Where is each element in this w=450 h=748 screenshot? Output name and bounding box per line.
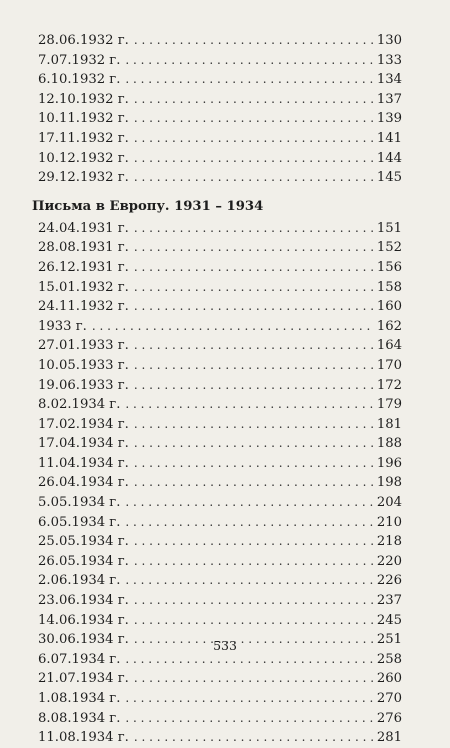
- entry-page-number: 133: [376, 52, 402, 68]
- toc-entry: [38, 709, 402, 729]
- entry-page-number: 237: [376, 593, 402, 609]
- entry-page-number: 181: [376, 416, 402, 432]
- entry-date: 26.12.1931 г.: [38, 259, 129, 275]
- entry-date: 10.05.1933 г.: [38, 357, 129, 373]
- entry-date: 6.10.1932 г.: [38, 72, 121, 88]
- entry-page-number: 139: [376, 111, 402, 127]
- entry-page-number: 270: [376, 691, 402, 706]
- toc-entry: [38, 356, 402, 376]
- entry-date: 26.04.1934 г.: [38, 475, 129, 491]
- entry-date: 11.04.1934 г.: [38, 455, 129, 471]
- entry-page-number: 151: [376, 220, 402, 236]
- entry-page-number: 145: [376, 170, 402, 186]
- entry-page-number: 160: [376, 299, 402, 315]
- dot-leader: [125, 689, 373, 709]
- toc-entry: [38, 591, 402, 611]
- toc-entry: [38, 513, 402, 533]
- entry-page-number: 156: [376, 259, 402, 275]
- toc-group-1: [38, 31, 402, 188]
- dot-leader: [134, 356, 374, 376]
- dot-leader: [134, 728, 374, 748]
- toc-entry: [38, 493, 402, 513]
- entry-date: 19.06.1933 г.: [38, 377, 129, 393]
- dot-leader: [134, 31, 374, 51]
- dot-leader: [92, 317, 374, 337]
- page-number: 533: [213, 638, 237, 653]
- toc-entry: [38, 238, 402, 258]
- entry-page-number: 245: [376, 612, 402, 628]
- entry-page-number: 179: [376, 397, 402, 413]
- toc-entry: [38, 317, 402, 337]
- dot-leader: [134, 109, 374, 129]
- entry-page-number: 196: [376, 455, 402, 471]
- entry-date: 15.01.1932 г.: [38, 279, 129, 295]
- entry-page-number: 198: [376, 475, 402, 491]
- toc-entry: [38, 278, 402, 298]
- dot-leader: [134, 473, 374, 493]
- toc-entry: [38, 109, 402, 129]
- entry-date: 7.07.1932 г.: [38, 52, 121, 68]
- toc-entry: [38, 571, 402, 591]
- toc-entry: [38, 669, 402, 689]
- entry-date: 24.11.1932 г.: [38, 299, 129, 315]
- entry-date: 6.05.1934 г.: [38, 514, 121, 530]
- dot-leader: [134, 376, 374, 396]
- entry-date: 17.02.1934 г.: [38, 416, 129, 432]
- toc-entry: [38, 70, 402, 90]
- toc-entry: [38, 168, 402, 188]
- dot-leader: [125, 395, 373, 415]
- entry-page-number: 170: [376, 357, 402, 373]
- toc-entry: [38, 51, 402, 71]
- dot-leader: [125, 70, 373, 90]
- dot-leader: [134, 149, 374, 169]
- entry-date: 5.05.1934 г.: [38, 495, 121, 511]
- entry-date: 14.06.1934 г.: [38, 612, 129, 628]
- entry-date: 21.07.1934 г.: [38, 671, 129, 687]
- entry-page-number: 218: [376, 534, 402, 550]
- dot-leader: [134, 591, 374, 611]
- entry-date: 8.08.1934 г.: [38, 710, 121, 726]
- entry-page-number: 258: [376, 651, 402, 667]
- entry-date: 26.05.1934 г.: [38, 553, 129, 569]
- entry-page-number: 210: [376, 514, 402, 530]
- dot-leader: [134, 434, 374, 454]
- toc-group-2: [38, 219, 402, 748]
- entry-page-number: 251: [376, 632, 402, 648]
- entry-date: 1.08.1934 г.: [38, 691, 121, 706]
- entry-page-number: 204: [376, 495, 402, 511]
- dot-leader: [125, 513, 373, 533]
- dot-leader: [134, 219, 374, 239]
- section-heading: Письма в Европу. 1931 – 1934: [32, 198, 264, 214]
- toc-entry: [38, 454, 402, 474]
- toc-entry: [38, 376, 402, 396]
- entry-date: 25.05.1934 г.: [38, 534, 129, 550]
- dot-leader: [125, 493, 373, 513]
- dot-leader: [134, 454, 374, 474]
- entry-date: 17.04.1934 г.: [38, 436, 129, 452]
- dot-leader: [125, 571, 373, 591]
- dot-leader: [134, 415, 374, 435]
- entry-page-number: 220: [376, 553, 402, 569]
- entry-date: 29.12.1932 г.: [38, 170, 129, 186]
- entry-page-number: 164: [376, 338, 402, 354]
- entry-page-number: 137: [376, 91, 402, 107]
- toc-entry: [38, 395, 402, 415]
- entry-date: 11.08.1934 г.: [38, 730, 129, 746]
- toc-entry: [38, 552, 402, 572]
- entry-page-number: 188: [376, 436, 402, 452]
- entry-page-number: 162: [376, 318, 402, 334]
- toc-entry: [38, 473, 402, 493]
- toc-entry: [38, 90, 402, 110]
- toc-entry: [38, 336, 402, 356]
- toc-entry: [38, 728, 402, 748]
- dot-leader: [125, 709, 373, 729]
- toc-entry: [38, 31, 402, 51]
- entry-page-number: 158: [376, 279, 402, 295]
- entry-date: 10.11.1932 г.: [38, 111, 129, 127]
- toc-entry: [38, 219, 402, 239]
- dot-leader: [134, 129, 374, 149]
- dot-leader: [134, 90, 374, 110]
- dot-leader: [134, 258, 374, 278]
- toc-entry: [38, 689, 402, 709]
- entry-date: 10.12.1932 г.: [38, 150, 129, 166]
- entry-page-number: 281: [376, 730, 402, 746]
- entry-page-number: 152: [376, 240, 402, 256]
- entry-page-number: 260: [376, 671, 402, 687]
- toc-entry: [38, 532, 402, 552]
- toc-entry: [38, 129, 402, 149]
- entry-date: 24.04.1931 г.: [38, 220, 129, 236]
- toc-entry: [38, 149, 402, 169]
- entry-page-number: 130: [376, 33, 402, 48]
- entry-date: 17.11.1932 г.: [38, 130, 129, 146]
- entry-date: 2.06.1934 г.: [38, 573, 121, 589]
- entry-page-number: 276: [376, 710, 402, 726]
- entry-date: 23.06.1934 г.: [38, 593, 129, 609]
- toc-entry: [38, 297, 402, 317]
- entry-date: 28.08.1931 г.: [38, 240, 129, 256]
- entry-date: 27.01.1933 г.: [38, 338, 129, 354]
- dot-leader: [134, 669, 374, 689]
- dot-leader: [134, 278, 374, 298]
- entry-date: 12.10.1932 г.: [38, 91, 129, 107]
- toc-entry: [38, 611, 402, 631]
- toc-entry: [38, 258, 402, 278]
- entry-date: 8.02.1934 г.: [38, 397, 121, 413]
- entry-page-number: 172: [376, 377, 402, 393]
- entry-date: 1933 г.: [38, 318, 87, 334]
- toc-entry: [38, 434, 402, 454]
- entry-page-number: 144: [376, 150, 402, 166]
- entry-date: 6.07.1934 г.: [38, 651, 121, 667]
- entry-date: 28.06.1932 г.: [38, 33, 129, 48]
- dot-leader: [134, 168, 374, 188]
- toc-entry: [38, 415, 402, 435]
- entry-page-number: 134: [376, 72, 402, 88]
- dot-leader: [134, 336, 374, 356]
- dot-leader: [134, 552, 374, 572]
- entry-page-number: 226: [376, 573, 402, 589]
- dot-leader: [134, 238, 374, 258]
- entry-page-number: 141: [376, 130, 402, 146]
- dot-leader: [134, 611, 374, 631]
- entry-date: 30.06.1934 г.: [38, 632, 129, 648]
- dot-leader: [134, 297, 374, 317]
- dot-leader: [125, 51, 373, 71]
- dot-leader: [134, 532, 374, 552]
